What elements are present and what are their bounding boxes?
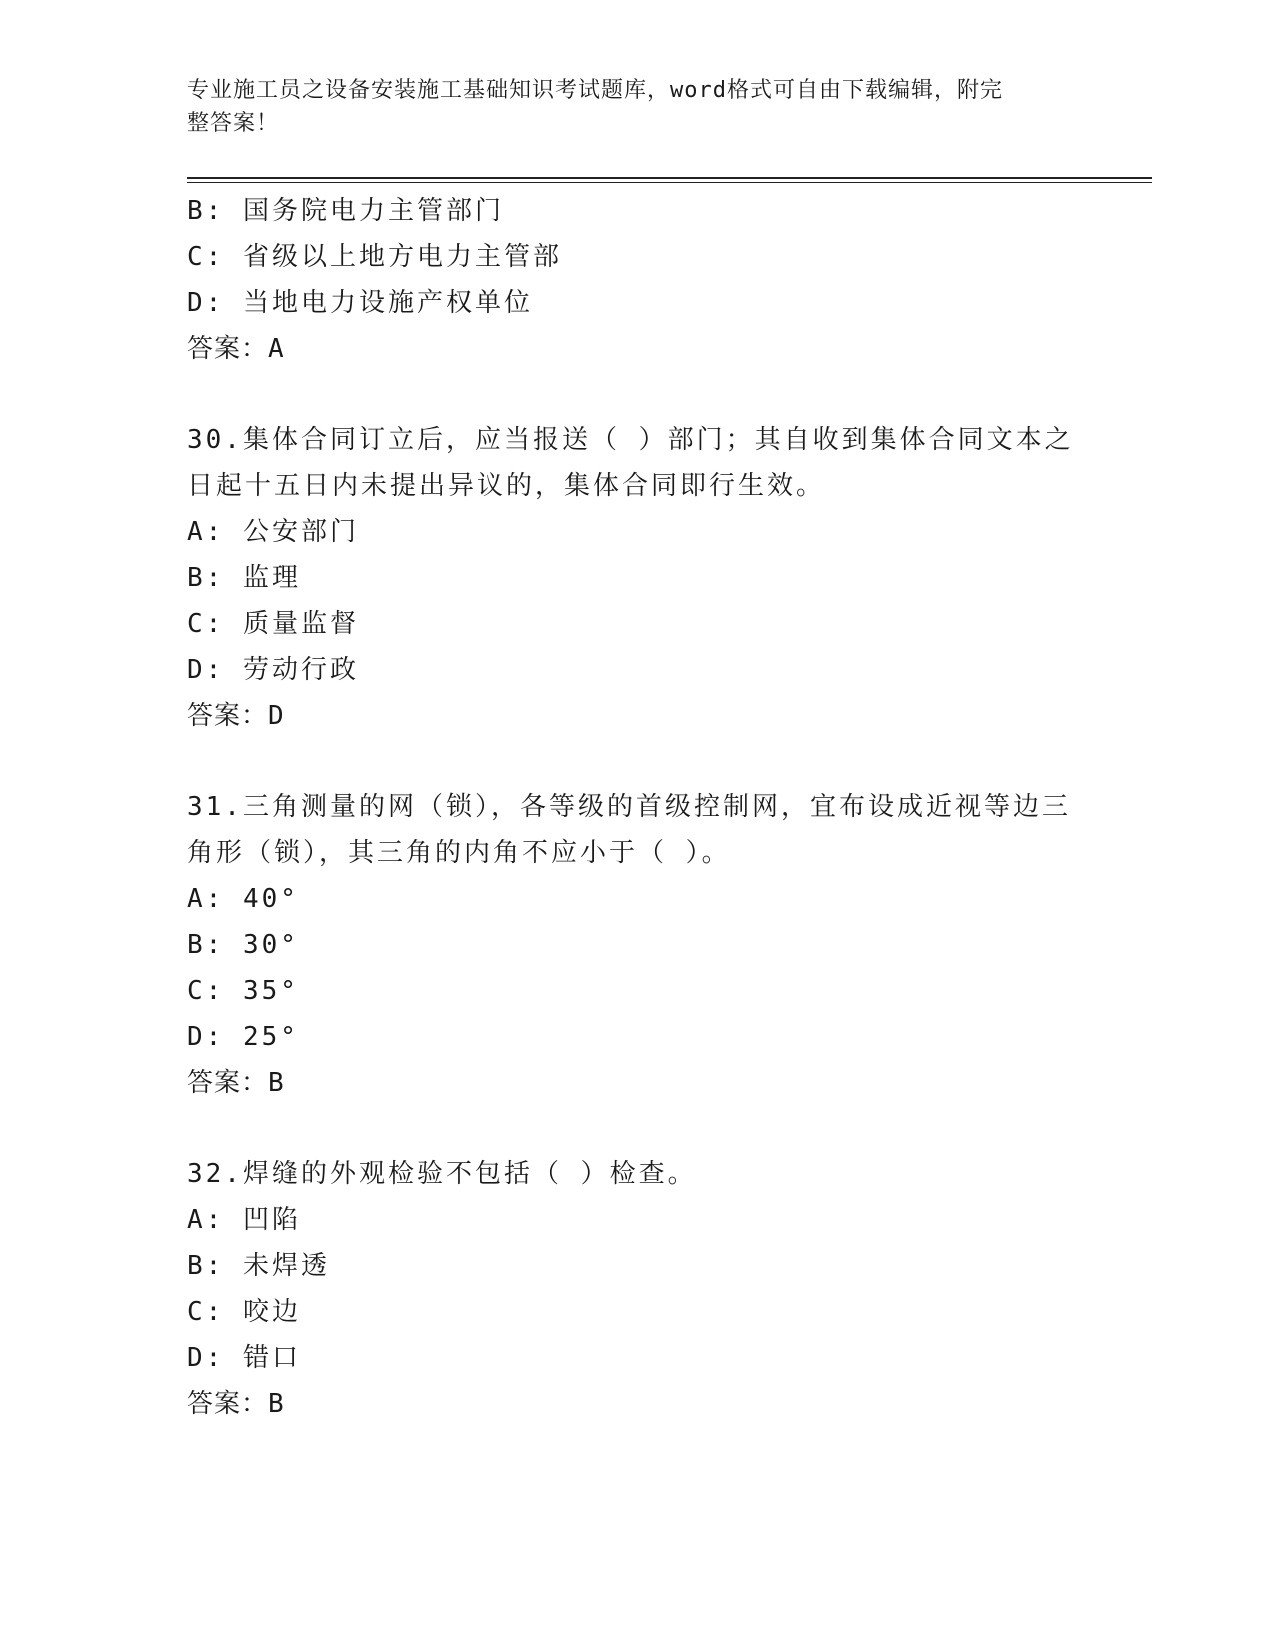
question-list bbox=[187, 188, 1087, 1427]
question-text-line-1: 32.焊缝的外观检验不包括（ ）检查。 bbox=[187, 1159, 697, 1189]
option-c: C: 质量监督 bbox=[187, 609, 359, 639]
option-c: C: 省级以上地方电力主管部 bbox=[187, 242, 562, 272]
question-spacer bbox=[187, 372, 1087, 417]
header-divider-thin bbox=[187, 182, 1152, 183]
option-b: B: 未焊透 bbox=[187, 1251, 330, 1281]
question-32 bbox=[187, 1151, 1087, 1427]
option-d: D: 劳动行政 bbox=[187, 655, 359, 685]
option-a: A: 公安部门 bbox=[187, 517, 359, 547]
question-29-continuation bbox=[187, 188, 1087, 372]
question-text-line-2: 角形（锁），其三角的内角不应小于（ ）。 bbox=[187, 838, 731, 868]
question-text-line-1: 31.三角测量的网（锁），各等级的首级控制网，宜布设成近视等边三 bbox=[187, 792, 1071, 822]
question-30 bbox=[187, 417, 1087, 739]
question-text-line-1: 30.集体合同订立后，应当报送（ ）部门；其自收到集体合同文本之 bbox=[187, 425, 1074, 455]
question-spacer bbox=[187, 1106, 1087, 1151]
option-a: A: 凹陷 bbox=[187, 1205, 301, 1235]
question-text-line-2: 日起十五日内未提出异议的，集体合同即行生效。 bbox=[187, 471, 826, 501]
question-31 bbox=[187, 784, 1087, 1106]
option-a: A: 40° bbox=[187, 884, 299, 914]
header-title-line-2: 整答案！ bbox=[187, 111, 280, 136]
option-d: D: 25° bbox=[187, 1022, 299, 1052]
option-d: D: 当地电力设施产权单位 bbox=[187, 288, 533, 318]
answer-line: 答案：B bbox=[187, 1068, 285, 1098]
option-b: B: 国务院电力主管部门 bbox=[187, 196, 504, 226]
answer-line: 答案：A bbox=[187, 334, 285, 364]
question-spacer bbox=[187, 739, 1087, 784]
option-b: B: 监理 bbox=[187, 563, 301, 593]
option-d: D: 错口 bbox=[187, 1343, 301, 1373]
answer-line: 答案：D bbox=[187, 701, 285, 731]
header-title-line-1: 专业施工员之设备安装施工基础知识考试题库，word格式可自由下载编辑，附完 bbox=[187, 78, 1003, 103]
option-c: C: 35° bbox=[187, 976, 299, 1006]
answer-line: 答案：B bbox=[187, 1389, 285, 1419]
header-divider-thick bbox=[187, 177, 1152, 179]
option-b: B: 30° bbox=[187, 930, 299, 960]
document-header bbox=[187, 74, 1067, 140]
option-c: C: 咬边 bbox=[187, 1297, 301, 1327]
